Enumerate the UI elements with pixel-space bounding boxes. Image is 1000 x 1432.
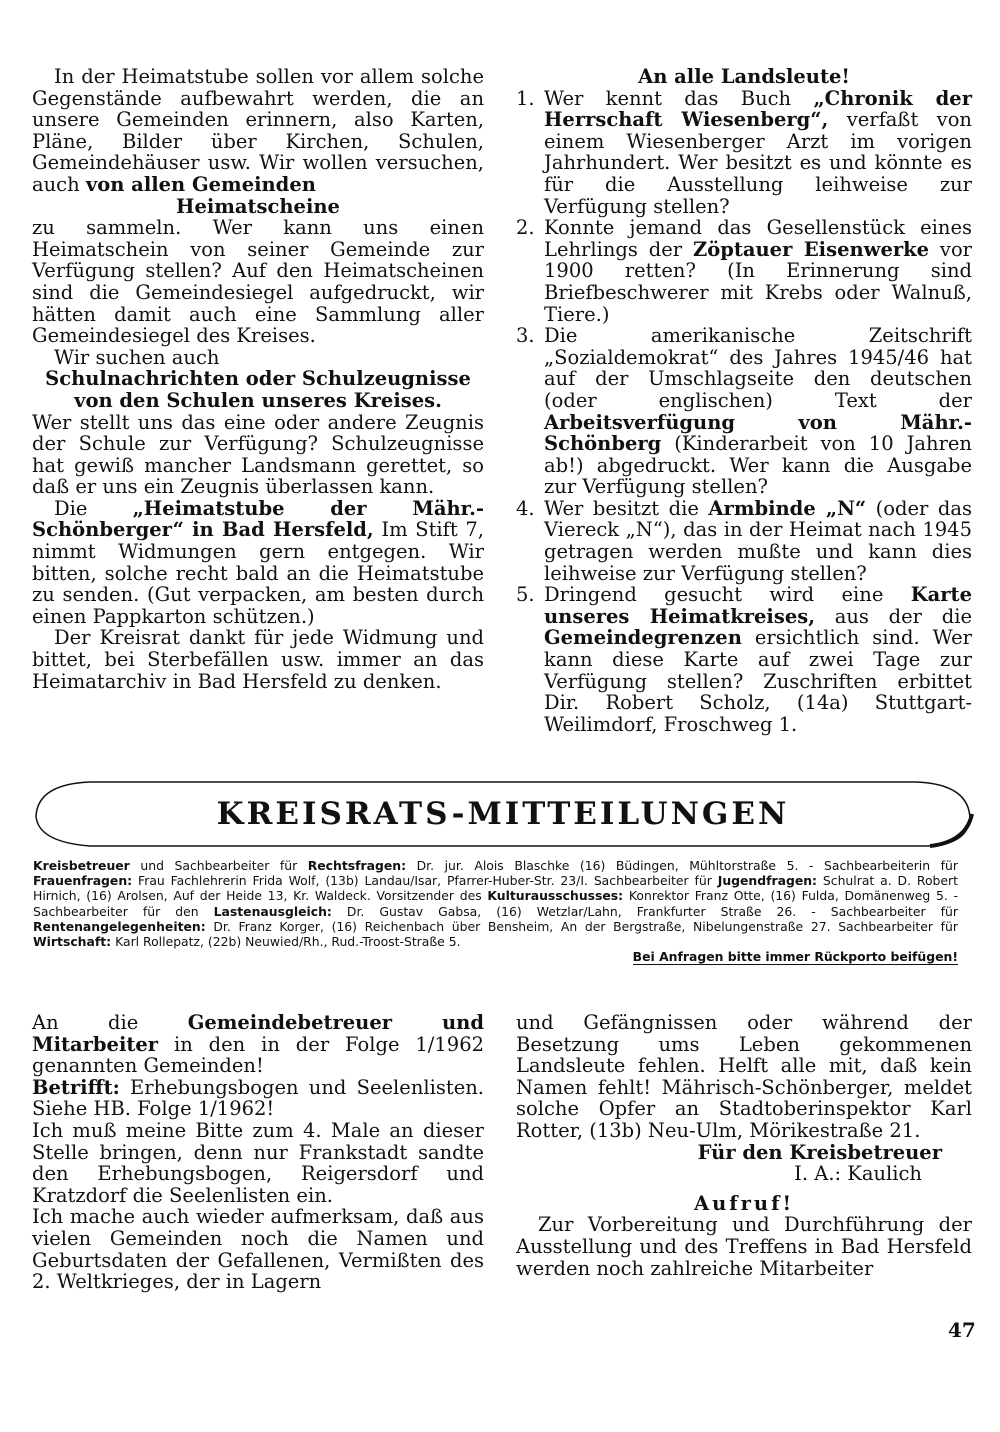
list-item: 1. Wer kennt das Buch „Chronik der Herrschaft Wiesenberg“, verfaßt von einem Wiesenberger Arzt im vorigen Jahrhundert. Wer besitzt es und könnte es für die Ausstellung leihweise zur Verfügung stellen?: [516, 86, 972, 218]
heimatschein-paragraph: zu sammeln. Wer kann uns einen Heimatschein von seiner Gemeinde zur Verfügung stellen? Auf den Heimatscheinen sind die Gemeindesiegel aufgedruckt, wir hätten damit auch eine Sammlung aller Gemeindesiegel des Kreises.: [32, 216, 484, 348]
contacts-text: Kreisbetreuer und Sachbearbeiter für Rechtsfragen: Dr. jur. Alois Blaschke (16) Büdingen, Mühltorstraße 5. - Sachbearbeiterin für Frauenfragen: Frau Fachlehrerin Frida Wolf, (13b) Landau/Isar, Pfarrer-Huber-Str. 23/I. Sachbearbeiter für Jugendfragen: Schulrat a. D. Robert Hirnich, (16) Arolsen, Auf der Heide 13, Kr. Waldeck. Vorsitzender des Kulturausschusses: Konrektor Franz Otte, (16) Fulda, Domänenweg 5. - Sachbearbeiter für den Lastenausgleich: Dr. Gustav Gabsa, (16) Wetzlar/Lahn, Frankfurter Straße 26. - Sachbearbeiter für Rentenangelegenheiten: Dr. Franz Korger, (16) Reichenbach über Bensheim, An der Bergstraße, Nibelungenstraße 27. Sachbearbeiter für Wirtschaft: Karl Rollepatz, (22b) Neuwied/Rh., Rud.-Troost-Straße 5.: [33, 858, 958, 950]
heimatscheine-heading: Heimatscheine: [176, 194, 340, 218]
signature-title: Für den Kreisbetreuer: [697, 1140, 942, 1164]
kreisrat-contacts: [33, 858, 958, 964]
wir-suchen-line: Wir suchen auch: [54, 345, 220, 369]
schulnachrichten-heading: Schulnachrichten oder Schulzeugnisse von den Schulen unseres Kreises.: [45, 367, 471, 412]
heimatstube-address-paragraph: Die „Heimatstube der Mähr.-Schönberger“ in Bad Hersfeld, Im Stift 7, nimmt Widmungen gern entgegen. Wir bitten, solche recht bald an die Heimatstube zu senden. (Gut verpacken, am besten durch einen Pappkarton schützen.): [32, 496, 485, 628]
aufruf-paragraph: Zur Vorbereitung und Durchführung der Ausstellung und des Treffens in Bad Hersfeld werden noch zahlreiche Mitarbeiter: [516, 1213, 972, 1280]
aufmerksam-paragraph: Ich mache auch wieder aufmerksam, daß aus vielen Gemeinden noch die Namen und Geburtsdaten der Gefallenen, Vermißten des 2. Weltkrieges, der in Lagern: [32, 1205, 484, 1294]
request-list: [516, 88, 972, 736]
gefaengnissen-paragraph: und Gefängnissen oder während der Besetzung ums Leben gekommenen Landsleute fehlen. Helft alle mit, daß kein Namen fehlt! Mährisch-Schönberger, meldet solche Opfer an Stadtoberinspektor Karl Rotter, (13b) Neu-Ulm, Mörikestraße 21.: [516, 1011, 972, 1142]
right-bottom-column: [516, 1012, 972, 1279]
landsleute-heading: An alle Landsleute!: [638, 65, 850, 88]
left-bottom-column: [32, 1012, 484, 1293]
banner-title: KREISRATS-MITTEILUNGEN: [216, 796, 790, 832]
right-top-column: [516, 66, 972, 735]
gemeindebetreuer-address: An die Gemeindebetreuer und Mitarbeiter in den in der Folge 1/1962 genannten Gemeinden!: [32, 1011, 485, 1078]
betrifft-line: Betrifft: Erhebungsbogen und Seelenlisten. Siehe HB. Folge 1/1962!: [32, 1075, 485, 1121]
bitte-paragraph: Ich muß meine Bitte zum 4. Male an dieser Stelle bringen, denn nur Frankstadt sandte den Erhebungsbogen, Reigersdorf und Kratzdorf die Seelenlisten ein.: [32, 1118, 484, 1207]
list-item: 5. Dringend gesucht wird eine Karte unseres Heimatkreises, aus der die Gemeindegrenzen ersichtlich sind. Wer kann diese Karte auf zwei Tage zur Verfügung stellen? Zuschriften erbittet Dir. Robert Scholz, (14a) Stuttgart-Weilimdorf, Froschweg 1.: [516, 583, 972, 736]
aufruf-heading: Aufruf!: [693, 1191, 795, 1215]
list-item: 3. Die amerikanische Zeitschrift „Sozialdemokrat“ des Jahres 1945/46 hat auf der Umschlagseite den deutschen (oder englischen) Text der Arbeitsverfügung von Mähr.-Schönberg (Kinderarbeit von 10 Jahren ab!) abgedruckt. Wer kann die Ausgabe zur Verfügung stellen?: [516, 324, 972, 499]
left-top-column: [32, 66, 484, 692]
rueckporto-note: Bei Anfragen bitte immer Rückporto beifügen!: [632, 949, 958, 965]
heimatstube-paragraph: In der Heimatstube sollen vor allem solche Gegenstände aufbewahrt werden, die an unsere Gemeinden erinnern, also Karten, Pläne, Bilder über Kirchen, Schulen, Gemeindehäuser usw. Wir wollen versuchen, auch von allen Gemeinden: [32, 65, 484, 196]
list-item: 2. Konnte jemand das Gesellenstück eines Lehrlings der Zöptauer Eisenwerke vor 1900 retten? (In Erinnerung sind Briefbeschwerer mit Krebs oder Walnuß, Tiere.): [516, 216, 972, 326]
page-number: 47: [948, 1318, 976, 1342]
zeugnis-paragraph: Wer stellt uns das eine oder andere Zeugnis der Schule zur Verfügung? Schulzeugnisse hat gewiß mancher Landsmann gerettet, so daß er uns ein Zeugnis überlassen kann.: [32, 410, 484, 499]
kreisrats-banner: [30, 776, 976, 852]
kreisrat-dankt-paragraph: Der Kreisrat dankt für jede Widmung und bittet, bei Sterbefällen usw. immer an das Heimatarchiv in Bad Hersfeld zu denken.: [32, 626, 484, 693]
list-item: 4. Wer besitzt die Armbinde „N“ (oder das Viereck „N“), das in der Heimat nach 1945 getragen werden mußte und kann dies leihweise zur Verfügung stellen?: [516, 496, 973, 585]
signature-name: I. A.: Kaulich: [794, 1162, 922, 1186]
